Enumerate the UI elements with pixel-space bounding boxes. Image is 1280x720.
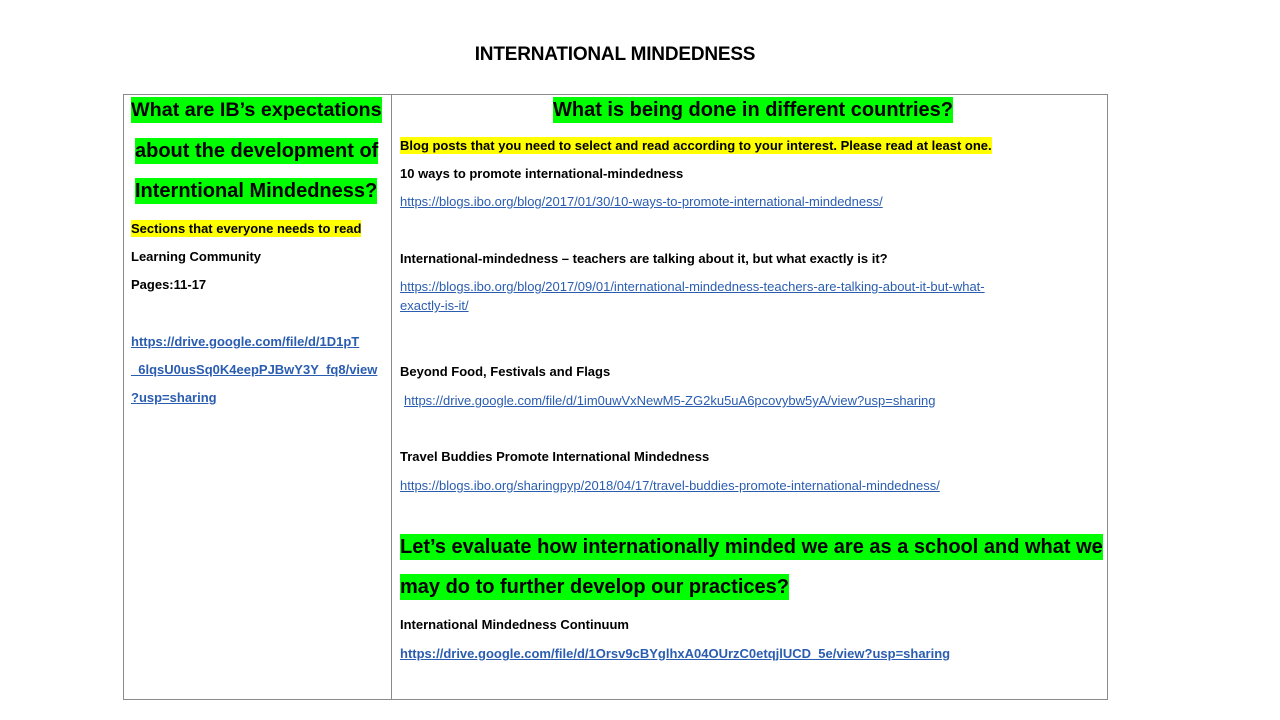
right-heading: What is being done in different countries?	[553, 99, 954, 121]
continuum-link[interactable]: https://drive.google.com/file/d/1Orsv9cBYglhxA04OUrzC0etqjlUCD_5e/view?usp=sharing	[400, 646, 951, 661]
column-divider	[391, 94, 392, 700]
learning-community-link-line-1[interactable]: https://drive.google.com/file/d/1D1pT	[131, 334, 360, 349]
continuum-title: International Mindedness Continuum	[400, 617, 629, 632]
left-heading-line-1: What are IB’s expectations	[131, 99, 382, 121]
post-title-4: Travel Buddies Promote International Mindedness	[400, 449, 710, 464]
blog-note: Blog posts that you need to select and read according to your interest. Please read at least one.	[400, 138, 992, 153]
post-title-2: International-mindedness – teachers are talking about it, but what exactly is it?	[400, 251, 888, 266]
evaluate-heading-line-1: Let’s evaluate how internationally minded we are as a school and what we	[400, 536, 1103, 558]
post-link-4[interactable]: https://blogs.ibo.org/sharingpyp/2018/04/17/travel-buddies-promote-international-mindedness/	[400, 478, 940, 493]
learning-community-link-line-2[interactable]: _6lqsU0usSq0K4eepPJBwY3Y_fq8/view	[131, 362, 378, 377]
post-link-2-line-2[interactable]: exactly-is-it/	[400, 298, 469, 313]
post-link-2-line-1[interactable]: https://blogs.ibo.org/blog/2017/09/01/international-mindedness-teachers-are-talking-about-it-but-what-	[400, 279, 985, 294]
post-link-3[interactable]: https://drive.google.com/file/d/1im0uwVxNewM5-ZG2ku5uA6pcovybw5yA/view?usp=sharing	[404, 393, 936, 408]
left-heading-line-3: Interntional Mindedness?	[135, 180, 378, 202]
post-title-3: Beyond Food, Festivals and Flags	[400, 364, 611, 379]
sections-note: Sections that everyone needs to read	[131, 221, 362, 236]
post-title-1: 10 ways to promote international-mindedness	[400, 166, 684, 181]
pages-range: Pages:11-17	[131, 277, 207, 292]
doc-title-learning-community: Learning Community	[131, 249, 262, 264]
learning-community-link-line-3[interactable]: ?usp=sharing	[131, 390, 217, 405]
left-heading-line-2: about the development of	[135, 140, 379, 162]
post-link-1[interactable]: https://blogs.ibo.org/blog/2017/01/30/10-ways-to-promote-international-mindedness/	[400, 194, 883, 209]
evaluate-heading-line-2: may do to further develop our practices?	[400, 576, 789, 598]
page-title: INTERNATIONAL MINDEDNESS	[474, 44, 756, 65]
